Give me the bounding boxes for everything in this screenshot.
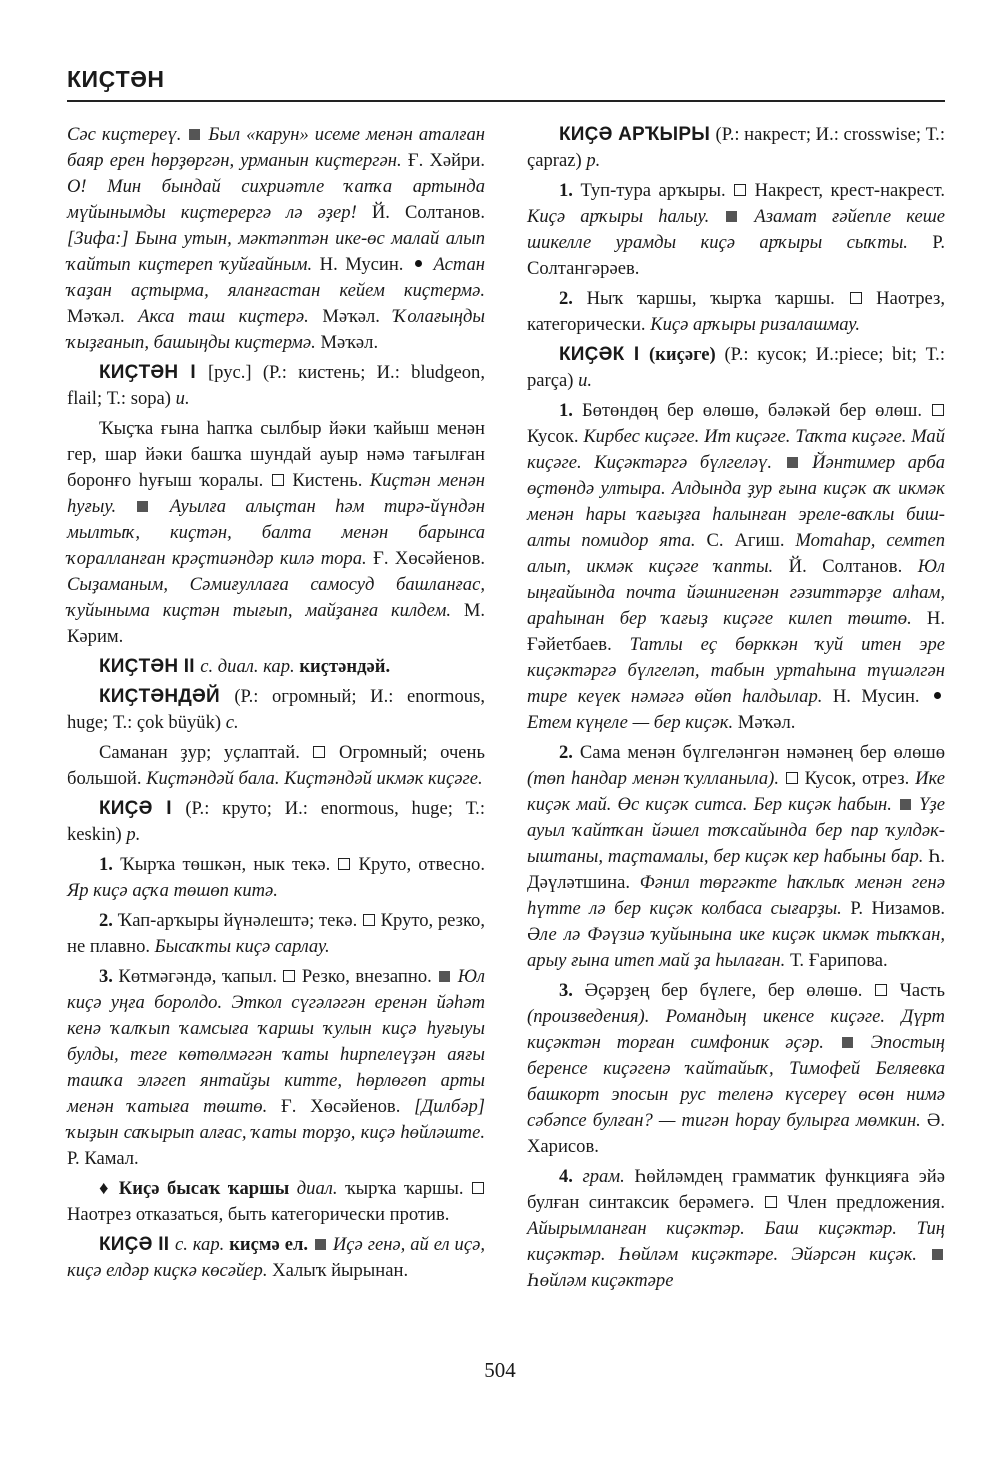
text-run: Мәҡәл. [320,332,379,353]
bold-text: Киҫә бысаҡ ҡаршы [118,1178,297,1199]
text-run: Кусок. [527,426,584,447]
italic-text: р. [586,150,601,171]
italic-text: Етем күңеле — бер киҫәк. [527,712,738,733]
text-run: Ҡап-арҡыры йүнәлештә; текә. [117,910,362,931]
translation-marker-icon [765,1196,777,1208]
translation-marker-icon [338,858,350,870]
text-run: Ҡыҫҡа ғына һапҡа сылбыр йәки ҡайыш менән гер, шар йәки башҡа шундай ауыр нәмә тағылған боронғо һуғыш ҡоралы. [67,418,485,491]
text-run: Круто, отвесно. [351,854,485,875]
headword: КИҪТӘН II [99,656,201,677]
italic-text: с. диал. кар. [200,656,300,677]
bold-text: киҫтәндәй. [299,656,391,677]
italic-text: Юл киҫә уңға боролдо. Эткол сүгәләгән еренән йәһәт кенә ҡалҡып ҡамсыға ҡаршы ҡулын киҫә һуғыуы булды, теге көтөлмәгән ҡаты һирпелеүҙән аяғы ташҡа эләгеп янтайҙы китте, һөрлөгөп арты менән ҡатыға төштө. [67,966,486,1117]
italic-text: Сыҙаманым, Сәмиғуллаға самосуд башланғас, ҡуйыныма киҫтән тығып, майҙанға килдем. [67,574,485,621]
entry-headword-kisa-2 [67,1232,485,1284]
entry-headword-kistan-2 [67,654,485,680]
text-run: Часть [888,980,945,1001]
italic-text: Айырымланған киҫәктәр. Баш киҫәктәр. Тиң киҫәктәр. Һөйләм киҫәктәре. Эйәрсән киҫәк. [527,1218,945,1265]
italic-text: Кирбес киҫәге. Ит киҫәге. Таҡта киҫәге. Май киҫәге. Киҫәктәргә бүлгеләү. [527,426,945,473]
bold-text: 2. [99,910,118,931]
translation-marker-icon [734,184,746,196]
text-run: [рус.] (Р.: кистень; И.: bludgeon, flail; Т.: sopa) [67,362,485,409]
entry-sense-1 [527,398,945,736]
bold-text: 1. [559,400,582,421]
italic-text: Мотаһар, семтеп алып, икмәк киҫәге ҡапты. [527,530,945,577]
headword: КИҪӘ II [99,1234,175,1255]
text-run: Р. Солтангәрәев. [527,232,945,279]
entry-sense-1 [527,178,945,282]
text-run: Туп-тура арҡыры. [580,180,734,201]
italic-text: Иҫә генә, ай ел иҫә, киҫә елдәр киҫкә көсәйер. [67,1234,485,1281]
text-run: Наотрез, категорически. [527,288,946,335]
text-run: Круто, резко, не плавно. [67,910,486,957]
translation-marker-icon [363,914,375,926]
bold-text: 1. [99,854,121,875]
example-marker-icon [189,129,200,140]
entry-sense-2 [67,908,485,960]
bold-text: (киҫәге) [648,344,725,365]
bold-text: 2. [559,288,587,309]
translation-marker-icon [272,474,284,486]
text-run: Н. Ғәйетбаев. [527,608,945,655]
text-run: Ҡырҡа төшкән, нык текә. [120,854,338,875]
italic-text: Акса таш киҫтерә. [138,306,323,327]
text-run: Член предложения. [777,1192,945,1213]
italic-text: О! Мин бындай сихриәтле ҡапҡа артында мүйынымды киҫтерергә лә әҙер! [67,176,485,223]
italic-text: Киҫә арҡыры ризалашмау. [650,314,861,335]
translation-marker-icon [472,1182,484,1194]
text-run: (Р.: огромный; И.: enormous, huge; Т.: çok büyük) [67,686,485,733]
italic-text: Үҙе ауыл ҡайтҡан йәшел тоҡсайында бер пар ҡулдәк-ыштаны, таҫтамалы, бер киҫәк кер һабыны бар. [527,794,945,867]
example-marker-icon [842,1037,853,1048]
text-run: Т. Ғарипова. [789,950,888,971]
italic-text: Яр киҫә аҫҡа төшөп китә. [67,880,278,901]
translation-marker-icon [932,404,944,416]
entry-sense-2 [527,286,945,338]
text-run: (Р.: кусок; И.:piece; bit; Т.: parça) [527,344,945,391]
bold-text: 2. [559,742,580,763]
italic-text: (произведения). Романдың икенсе киҫәге. Дүрт киҫәктән торған симфоник әҫәр. [527,1006,945,1053]
translation-marker-icon [875,984,887,996]
text-run: Әҫәрҙең бер бүлеге, бер өлөшө. [584,980,875,1001]
text-run: Ғ. Хәйри. [407,150,485,171]
text-run: Сама менән бүлгеләнгән нәмәнең бер өлөшө [579,742,946,763]
italic-text: Киҫә арҡыры һалыу. [527,206,725,227]
italic-text: диал. [296,1178,346,1199]
italic-text: и. [578,370,593,391]
left-column [67,122,485,1288]
text-run: Н. Мусин. [832,686,930,707]
text-run: Һөйләмдең грамматик функцияға эйә булған синтаксик берәмегә. [527,1166,945,1213]
italic-text: Әле лә Фәүзиә ҡуйынына ике киҫәк икмәк тыҡҡан, арыу ғына итеп май ҙа һылаған. [527,924,945,971]
italic-text: Юл ыңғайында почта йәшнигенән гәзиттәрҙе алһам, араһынан бер ҡағыҙ киҫәге килеп төштө. [527,556,945,629]
italic-text: Киҫтәндәй бала. Киҫтәндәй икмәк киҫәге. [146,768,483,789]
entry-sense-4 [527,1164,945,1294]
entry-sense-3 [67,964,485,1172]
italic-text: грам. [582,1166,635,1187]
text-run: Мәҡәл. [322,306,394,327]
italic-text: и. [175,388,190,409]
text-run: Бөтөндөң бер өлөшө, бәләкәй бер өлөш. [581,400,931,421]
italic-text: Был «карун» исеме менән аталған баяр ерен һөрҙөргән, урманын киҫтергән. [67,124,485,171]
headword: КИҪӘК I [559,344,649,365]
italic-text: Фәнил төргәкте һаҡлыҡ менән генә һүтте лә бер киҫәк колбаса сығарҙы. [527,872,945,919]
headword: КИҪӘ АРҠЫРЫ [559,124,716,145]
italic-text: с. кар. [175,1234,230,1255]
example-marker-icon [932,1249,943,1260]
italic-text: с. [225,712,239,733]
translation-marker-icon [786,772,798,784]
italic-text: Ике киҫәк май. Өс киҫәк ситса. Бер киҫәк һабын. [527,768,945,815]
italic-text: [Зифа:] Бына утын, мәктәптән ике-өс малай алып ҡайтып киҫтереп ҡуйғайным. [67,228,485,275]
italic-text: Бысаҡты киҫә сарлау. [154,936,330,957]
text-run: С. Агиш. [706,530,796,551]
text-run: Н. Мусин. [319,254,411,275]
entry-definition [67,740,485,792]
text-run: Саманан ҙур; уҫлаптай. [99,742,313,763]
text-run: Ныҡ ҡаршы, ҡырҡа ҡаршы. [586,288,849,309]
italic-text: [Дилбәр] ҡыҙын саҡырып алғас, ҡаты торҙо, киҫә һөйләште. [67,1096,486,1143]
text-run: Кистень. [284,470,370,491]
entry-headword-kisak-1 [527,342,945,394]
bold-text: 1. [559,180,581,201]
example-marker-icon [315,1239,326,1250]
entry-headword-kistan-1 [67,360,485,412]
translation-marker-icon [283,970,295,982]
text-run: Мәҡәл. [737,712,796,733]
example-marker-icon [439,971,450,982]
headword: КИҪТӘН I [99,362,208,383]
text-run: М. Кәрим. [67,600,485,647]
text-run: Ә. Харисов. [527,1110,945,1157]
italic-text: Татлы еҫ бөрккән ҡуй итен эре киҫәктәргә бүлгеләп, табын уртаһына түшәлгән тире кеүек нәмәгә өйөп һалдылар. [527,634,945,707]
example-marker-icon [726,211,737,222]
example-marker-icon [900,799,911,810]
text-run: Накрест, крест-накрест. [747,180,945,201]
text-run: Мәҡәл. [67,306,139,327]
italic-text: Астан ҡаҙан аҫтырма, яланғастан кейем киҫтермә. [67,254,486,301]
text-run: Наотрез отказаться, быть категорически против. [67,1204,450,1225]
example-marker-icon [787,457,798,468]
proverb-marker-icon [415,260,422,267]
bold-text: 3. [559,980,585,1001]
text-run: Р. Низамов. [850,898,945,919]
italic-text: Йәнтимер арба өҫтөндә ултыра. Алдында ҙур ғына киҫәк аҡ икмәк менән һары ҡағыҙға һалынған эреле-ваҡлы биш-алты помидор ята. [527,452,945,551]
text-run: Һ. Дәүләтшина. [527,846,945,893]
bold-text: киҫмә ел. [229,1234,313,1255]
text-run: Көтмәгәндә, ҡапыл. [118,966,283,987]
entry-definition [67,416,485,650]
page-header [67,60,945,102]
bold-text: 4. [559,1166,583,1187]
text-run: Кусок, отрез. [798,768,916,789]
entry-paragraph [67,122,485,356]
entry-headword-kisa-arkyry [527,122,945,174]
right-column [527,122,945,1298]
text-run: Халыҡ йырынан. [272,1260,409,1281]
entry-sense-2 [527,740,945,974]
italic-text: Сәс киҫтереү. [67,124,188,145]
entry-headword-kistandai [67,684,485,736]
italic-text: Киҫтән менән һуғыу. [67,470,485,517]
text-run: Огромный; очень большой. [67,742,485,789]
italic-text: Азамат ғәйепле кеше шикелле урамды киҫә арҡыры сыҡты. [527,206,945,253]
proverb-marker-icon [934,692,941,699]
example-marker-icon [137,501,148,512]
text-run: (Р.: круто; И.: enormous, huge; Т.: keskin) [67,798,485,845]
italic-text: Һөйләм киҫәктәре [527,1270,674,1291]
italic-text: р. [126,824,141,845]
text-run: ♦ [99,1178,119,1199]
italic-text: Ҡолағыңды ҡыҙғанып, башыңды киҫтермә. [67,306,485,353]
translation-marker-icon [313,746,325,758]
headword: КИҪӘ I [99,798,186,819]
translation-marker-icon [850,292,862,304]
headword: КИҪТӘНДӘЙ [99,686,235,707]
text-run: Р. Камал. [67,1148,139,1169]
italic-text: Эпостың беренсе киҫәгенә ҡайтайыҡ, Тимофей Беляевка башкорт эпосын рус теленә күсереү өсөн нимә сәбәпсе булған? — тигән һорау булырға мөмкин. [527,1032,945,1131]
entry-sense-3 [527,978,945,1160]
entry-headword-kisa-1 [67,796,485,848]
italic-text: (төп һандар менән ҡулланыла). [527,768,785,789]
text-run: (Р.: накрест; И.: crosswise; Т.: çapraz) [527,124,945,171]
page-number: 504 [484,1358,516,1382]
text-run: ҡырҡа ҡаршы. [345,1178,471,1199]
text-run: Ғ. Хөсәйенов. [373,548,485,569]
text-run: Резко, внезапно. [296,966,438,987]
italic-text: Ауылға алыҫтан һәм тирә-йүндән мылтыҡ, киҫтән, балта менән барынса ҡоралланған крәҫтиәндәр килә тора. [67,496,485,569]
entry-idiom [67,1176,485,1228]
text-run: Й. Солтанов. [788,556,918,577]
entry-sense-1 [67,852,485,904]
text-run: Ғ. Хөсәйенов. [281,1096,415,1117]
bold-text: 3. [99,966,119,987]
text-run: Й. Солтанов. [371,202,485,223]
running-head: КИҪТӘН [67,66,165,92]
